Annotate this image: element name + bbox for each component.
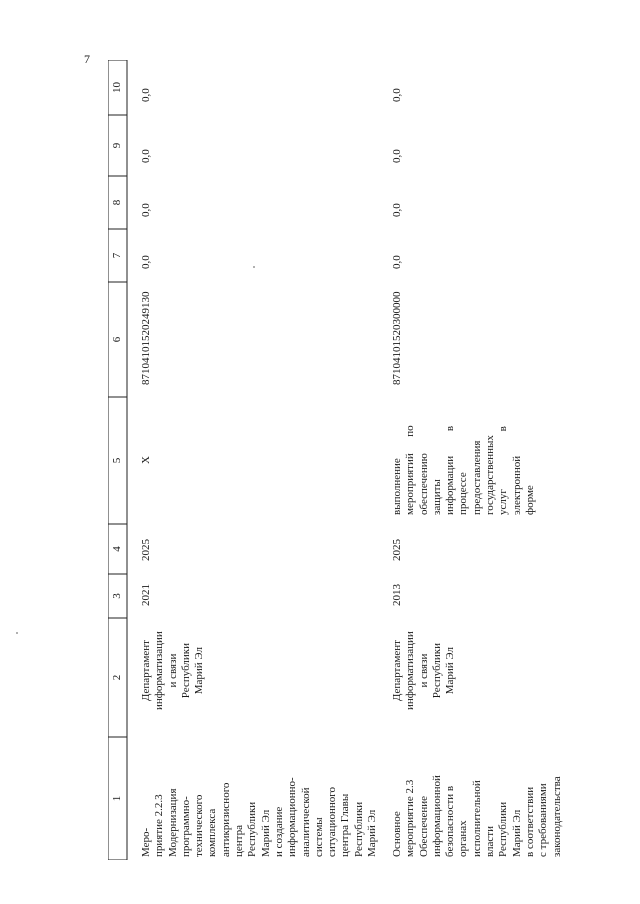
row2-col4-end: 2025 xyxy=(391,539,403,561)
col-header-6: 6 xyxy=(111,336,123,343)
row1-col3-start: 2021 xyxy=(140,584,152,606)
row1-col6-code: 87104101520249130 xyxy=(140,291,152,385)
row2-col10: 0,0 xyxy=(391,88,403,102)
row1-col8: 0,0 xyxy=(140,203,152,217)
row2-col3-start: 2013 xyxy=(391,584,403,606)
scan-speck xyxy=(253,266,255,268)
page-number: 7 xyxy=(84,52,90,66)
scan-speck xyxy=(16,632,18,634)
row1-col5-result: Х xyxy=(140,456,152,464)
row1-col4-end: 2025 xyxy=(140,539,152,561)
rotated-table xyxy=(108,60,568,860)
row2-col5-result: выполнение мероприятий по обеспечению защиты информации в процессе предоставления государственных услуг в электронной форме xyxy=(391,425,536,515)
row1-col7: 0,0 xyxy=(140,255,152,269)
row1-col1-measure: Меро- приятие 2.2.3 Модернизация программно- технического комплекса антикризисного центра Республики Марий Эл и создание информационно- аналитической системы ситуационного центра Главы Республики Марий Эл xyxy=(140,777,379,857)
col-header-10: 10 xyxy=(111,82,123,93)
row1-col10: 0,0 xyxy=(140,88,152,102)
col-header-4: 4 xyxy=(111,546,123,552)
row2-col1-measure: Основное мероприятие 2.3 Обеспечение информационной безопасности в органах исполнительной власти Республики Марий Эл в соответствии с требованиями законодательства xyxy=(391,775,563,857)
row2-col8: 0,0 xyxy=(391,203,403,217)
col-header-2: 2 xyxy=(111,674,123,681)
row2-col9: 0,0 xyxy=(391,149,403,163)
col-header-1: 1 xyxy=(111,795,123,802)
row2-col7: 0,0 xyxy=(391,255,403,269)
col-header-7: 7 xyxy=(111,252,123,259)
col-header-9: 9 xyxy=(111,142,123,149)
row1-col9: 0,0 xyxy=(140,149,152,163)
row1-col2-executor: Департамент информатизации и связи Республики Марий Эл xyxy=(140,631,206,710)
col-header-3: 3 xyxy=(111,593,123,599)
col-header-5: 5 xyxy=(111,457,123,464)
col-header-8: 8 xyxy=(111,199,123,206)
row2-col6-code: 87104101520300000 xyxy=(391,291,403,385)
row2-col2-executor: Департамент информатизации и связи Республики Марий Эл xyxy=(391,631,457,710)
